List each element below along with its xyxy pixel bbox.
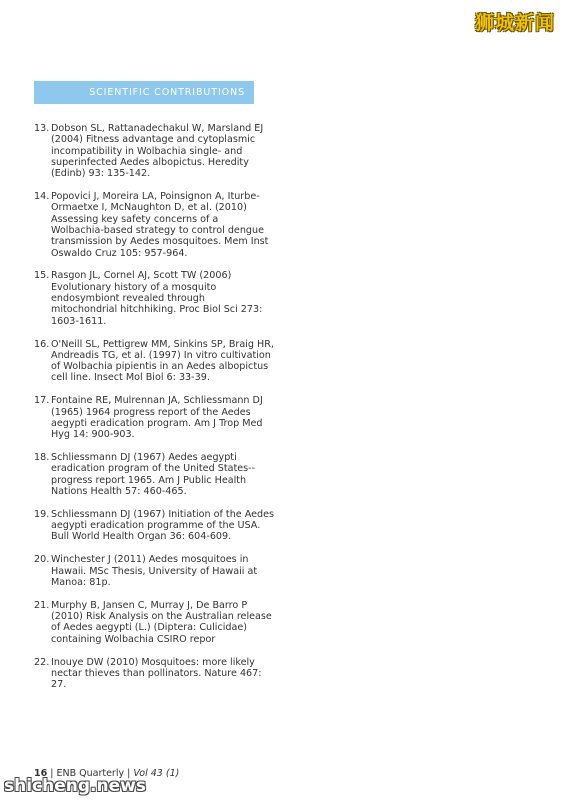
reference-number: 19. — [34, 508, 50, 520]
reference-text: Schliessmann DJ (1967) Initiation of the Aedes aegypti eradication programme of the USA. Bull World Health Organ 36: 604-609. — [51, 508, 275, 543]
reference-text: Schliessmann DJ (1967) Aedes aegypti eradication program of the United States--progress report 1965. Am J Public Health Nations Health 57: 460-465. — [51, 452, 256, 497]
reference-item — [34, 600, 274, 645]
reference-text: Fontaine RE, Mulrennan JA, Schliessmann DJ (1965) 1964 progress report of the Aedes aegypti eradication program. Am J Trop Med Hyg 14: 900-903. — [51, 395, 263, 441]
volume-label: Vol 43 (1) — [133, 768, 180, 779]
reference-number: 16. — [34, 338, 50, 350]
reference-text: Popovici J, Moreira LA, Poinsignon A, Iturbe-Ormaetxe I, McNaughton D, et al. (2010) Assessing key safety concerns of a Wolbachia-based strategy to control dengue transmission by Aedes mosquitoes. Mem Inst Oswaldo Cruz 105: 957-964. — [51, 191, 269, 259]
reference-item — [34, 395, 274, 440]
reference-number: 20. — [34, 554, 50, 566]
footer-separator: | — [47, 768, 57, 779]
reference-number: 13. — [34, 123, 50, 134]
reference-item — [34, 339, 274, 384]
reference-item — [34, 657, 274, 691]
reference-number: 22. — [34, 656, 50, 668]
publication-name: ENB Quarterly — [56, 768, 125, 779]
watermark-logo-bottom: shicheng.news — [4, 776, 146, 796]
reference-text: Murphy B, Jansen C, Murray J, De Barro P (2010) Risk Analysis on the Australian release of Aedes aegypti (L.) (Diptera: Culicidae) containing Wolbachia CSIRO repor — [51, 599, 272, 645]
reference-text: Inouye DW (2010) Mosquitoes: more likely nectar thieves than pollinators. Nature 467: 27. — [51, 656, 262, 691]
reference-text: O'Neill SL, Pettigrew MM, Sinkins SP, Braig HR, Andreadis TG, et al. (1997) In vitro cultivation of Wolbachia pipientis in an Aedes albopictus cell line. Insect Mol Biol 6: 33-39. — [51, 338, 274, 384]
footer-separator: | — [124, 768, 134, 779]
reference-item — [34, 123, 274, 179]
reference-item — [34, 554, 274, 588]
reference-item — [34, 270, 274, 326]
section-banner: SCIENTIFIC CONTRIBUTIONS — [34, 81, 254, 104]
reference-text: Rasgon JL, Cornel AJ, Scott TW (2006) Evolutionary history of a mosquito endosymbiont revealed through mitochondrial hitchhiking. Proc Biol Sci 273: 1603-1611. — [51, 270, 263, 327]
reference-text: Winchester J (2011) Aedes mosquitoes in Hawaii. MSc Thesis, University of Hawaii at Manoa: 81p. — [51, 554, 258, 588]
reference-number: 17. — [34, 395, 50, 407]
reference-number: 15. — [34, 270, 50, 282]
watermark-logo-top: 狮城新闻 — [474, 12, 555, 34]
reference-item — [34, 452, 274, 497]
reference-number: 14. — [34, 191, 50, 203]
reference-list — [34, 123, 274, 702]
reference-item — [34, 509, 274, 543]
reference-text: Dobson SL, Rattanadechakul W, Marsland EJ (2004) Fitness advantage and cytoplasmic incompatibility in Wolbachia single- and superinfected Aedes albopictus. Heredity (Edinb) 93: 135-142. — [51, 123, 264, 180]
reference-item — [34, 191, 274, 259]
reference-number: 21. — [34, 599, 50, 611]
page-number: 16 — [34, 768, 48, 779]
reference-number: 18. — [34, 452, 50, 464]
